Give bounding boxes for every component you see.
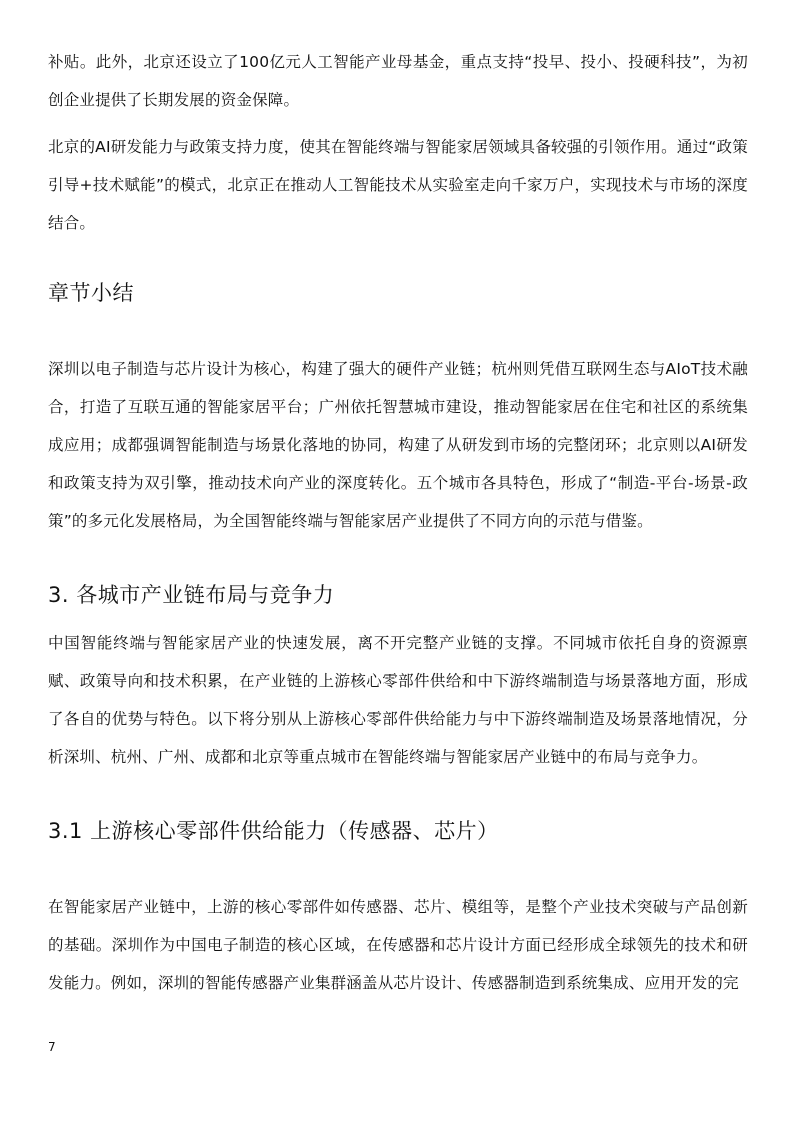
- page-number: 7: [48, 1040, 56, 1054]
- paragraph-summary: 深圳以电子制造与芯片设计为核心，构建了强大的硬件产业链；杭州则凭借互联网生态与AIoT技术融合，打造了互联互通的智能家居平台；广州依托智慧城市建设，推动智能家居在住宅和社区的系统集成应用；成都强调智能制造与场景化落地的协同，构建了从研发到市场的完整闭环；北京则以AI研发和政策支持为双引擎，推动技术向产业的深度转化。五个城市各具特色，形成了“制造-平台-场景-政策”的多元化发展格局，为全国智能终端与智能家居产业提供了不同方向的示范与借鉴。: [48, 360, 748, 530]
- paragraph-section-3-intro: 中国智能终端与智能家居产业的快速发展，离不开完整产业链的支撑。不同城市依托自身的资源禀赋、政策导向和技术积累，在产业链的上游核心零部件供给和中下游终端制造与场景落地方面，形成了各自的优势与特色。以下将分别从上游核心零部件供给能力与中下游终端制造及场景落地情况，分析深圳、杭州、广州、成都和北京等重点城市在智能终端与智能家居产业链中的布局与竞争力。: [48, 634, 748, 766]
- heading-section-3: 3. 各城市产业链布局与竞争力: [48, 583, 335, 607]
- paragraph-section-3-1: 在智能家居产业链中，上游的核心零部件如传感器、芯片、模组等，是整个产业技术突破与产品创新的基础。深圳作为中国电子制造的核心区域，在传感器和芯片设计方面已经形成全球领先的技术和研发能力。例如，深圳的智能传感器产业集群涵盖从芯片设计、传感器制造到系统集成、应用开发的完: [48, 898, 748, 992]
- paragraph-beijing-fund: 补贴。此外，北京还设立了100亿元人工智能产业母基金，重点支持“投早、投小、投硬科技”，为初创企业提供了长期发展的资金保障。: [48, 53, 748, 109]
- heading-section-3-1: 3.1 上游核心零部件供给能力（传感器、芯片）: [48, 819, 499, 843]
- heading-chapter-summary: 章节小结: [48, 281, 134, 305]
- paragraph-beijing-ai: 北京的AI研发能力与政策支持力度，使其在智能终端与智能家居领域具备较强的引领作用。通过“政策引导+技术赋能”的模式，北京正在推动人工智能技术从实验室走向千家万户，实现技术与市场的深度结合。: [48, 138, 748, 232]
